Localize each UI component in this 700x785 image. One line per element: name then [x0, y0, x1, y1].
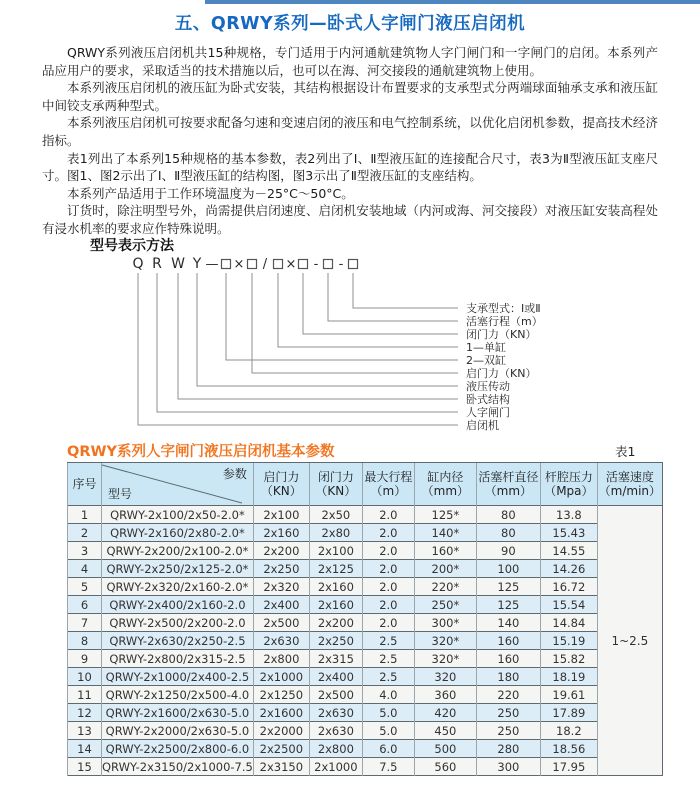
value-cell: 2.5 — [362, 668, 414, 686]
seq-cell: 3 — [68, 542, 102, 560]
value-cell: 16.72 — [540, 578, 597, 596]
value-cell: 15.19 — [540, 632, 597, 650]
placeholder-box — [248, 260, 257, 269]
table-row — [68, 506, 663, 524]
diagram-label: 1—单缸 — [466, 341, 506, 354]
value-cell: 2x1000 — [309, 758, 362, 776]
value-cell: 2x80 — [309, 524, 362, 542]
table-row — [68, 686, 663, 704]
top-decor-strip — [205, 0, 700, 4]
basic-params-table — [67, 462, 663, 776]
placeholder-box — [274, 260, 283, 269]
header-model-label: 型号 — [108, 487, 133, 501]
value-cell: 2x160 — [309, 578, 362, 596]
diagram-label: 卧式结构 — [466, 393, 510, 406]
diagram-label: 液压传动 — [466, 380, 510, 393]
model-cell: QRWY-2x800/2x315-2.5 — [102, 650, 254, 668]
value-cell: 2x125 — [309, 560, 362, 578]
model-cell: QRWY-2x400/2x160-2.0 — [102, 596, 254, 614]
table-header-row — [68, 463, 663, 506]
value-cell: 2.0 — [362, 578, 414, 596]
value-cell: 100 — [476, 560, 540, 578]
value-cell: 2x250 — [309, 632, 362, 650]
seq-cell: 8 — [68, 632, 102, 650]
value-cell: 320* — [414, 650, 476, 668]
value-cell: 2x800 — [253, 650, 309, 668]
model-cell: QRWY-2x200/2x100-2.0* — [102, 542, 254, 560]
diagram-leader-line — [328, 273, 458, 321]
diagram-label: 启闭机 — [466, 419, 499, 432]
value-cell: 2.0 — [362, 614, 414, 632]
table-row — [68, 596, 663, 614]
diagram-label: 2—双缸 — [466, 354, 506, 367]
seq-cell: 12 — [68, 704, 102, 722]
table-row — [68, 578, 663, 596]
value-cell: 2x50 — [309, 506, 362, 524]
value-cell: 2x2500 — [253, 740, 309, 758]
seq-cell: 5 — [68, 578, 102, 596]
table-row — [68, 704, 663, 722]
value-cell: 125* — [414, 506, 476, 524]
value-cell: 6.0 — [362, 740, 414, 758]
value-cell: 160 — [476, 632, 540, 650]
value-cell: 2x800 — [309, 740, 362, 758]
seq-cell: 4 — [68, 560, 102, 578]
value-cell: 7.5 — [362, 758, 414, 776]
model-cell: QRWY-2x1250/2x500-4.0 — [102, 686, 254, 704]
model-code-diagram — [60, 245, 660, 440]
model-cell: QRWY-2x320/2x160-2.0* — [102, 578, 254, 596]
table-row — [68, 758, 663, 776]
piston-speed-cell: 1~2.5 — [597, 506, 662, 776]
header-bore: 缸内径 （mm） — [414, 463, 476, 506]
diagram-label: 闭门力（KN） — [466, 328, 537, 341]
value-cell: 250 — [476, 704, 540, 722]
model-cell: QRWY-2x160/2x80-2.0* — [102, 524, 254, 542]
value-cell: 5.0 — [362, 704, 414, 722]
value-cell: 2x160 — [309, 596, 362, 614]
placeholder-box — [222, 260, 231, 269]
formula-char: R — [152, 256, 162, 272]
value-cell: 2.0 — [362, 506, 414, 524]
value-cell: 80 — [476, 524, 540, 542]
value-cell: 220* — [414, 578, 476, 596]
value-cell: 2x320 — [253, 578, 309, 596]
model-cell: QRWY-2x500/2x200-2.0 — [102, 614, 254, 632]
value-cell: 14.26 — [540, 560, 597, 578]
value-cell: 2x250 — [253, 560, 309, 578]
value-cell: 300 — [476, 758, 540, 776]
model-method-heading: 型号表示方法 — [90, 238, 174, 254]
diagram-label: 启门力（KN） — [466, 367, 537, 380]
value-cell: 200* — [414, 560, 476, 578]
value-cell: 2x630 — [253, 632, 309, 650]
value-cell: 320* — [414, 632, 476, 650]
value-cell: 15.82 — [540, 650, 597, 668]
value-cell: 2x400 — [253, 596, 309, 614]
seq-cell: 11 — [68, 686, 102, 704]
value-cell: 5.0 — [362, 722, 414, 740]
value-cell: 250* — [414, 596, 476, 614]
value-cell: 2x200 — [253, 542, 309, 560]
table-row — [68, 740, 663, 758]
value-cell: 2.0 — [362, 560, 414, 578]
header-max-stroke: 最大行程 （m） — [362, 463, 414, 506]
paragraph: 订货时，除注明型号外，尚需提供启闭速度、启闭机安装地域（内河或海、河交接段）对液压缸安装高程处有浸水机率的要求应作特殊说明。 — [42, 203, 658, 236]
value-cell: 125 — [476, 596, 540, 614]
value-cell: 140* — [414, 524, 476, 542]
diagram-label: 支承型式：Ⅰ或Ⅱ — [466, 302, 541, 315]
value-cell: 18.19 — [540, 668, 597, 686]
value-cell: 19.61 — [540, 686, 597, 704]
model-cell: QRWY-2x630/2x250-2.5 — [102, 632, 254, 650]
value-cell: 90 — [476, 542, 540, 560]
value-cell: 420 — [414, 704, 476, 722]
table-row — [68, 668, 663, 686]
formula-char: × — [285, 257, 297, 272]
value-cell: 13.8 — [540, 506, 597, 524]
model-cell: QRWY-2x100/2x50-2.0* — [102, 506, 254, 524]
model-cell: QRWY-2x2500/2x800-6.0 — [102, 740, 254, 758]
seq-cell: 7 — [68, 614, 102, 632]
table-row — [68, 650, 663, 668]
value-cell: 2.0 — [362, 524, 414, 542]
value-cell: 2x630 — [309, 722, 362, 740]
table-row — [68, 542, 663, 560]
intro-paragraphs — [42, 44, 658, 238]
model-cell: QRWY-2x250/2x125-2.0* — [102, 560, 254, 578]
seq-cell: 15 — [68, 758, 102, 776]
diagram-leader-line — [178, 273, 458, 399]
header-model-param — [102, 463, 254, 506]
value-cell: 250 — [476, 722, 540, 740]
basic-params-heading: QRWY系列人字闸门液压启闭机基本参数 — [67, 444, 335, 460]
seq-cell: 2 — [68, 524, 102, 542]
value-cell: 2x500 — [253, 614, 309, 632]
seq-cell: 9 — [68, 650, 102, 668]
diagram-label: 活塞行程（m） — [466, 315, 543, 328]
value-cell: 280 — [476, 740, 540, 758]
value-cell: 2x200 — [309, 614, 362, 632]
value-cell: 2x1250 — [253, 686, 309, 704]
paragraph: 本系列液压启闭机可按要求配备匀速和变速启闭的液压和电气控制系统，以优化启闭机参数，提高技术经济指标。 — [42, 115, 658, 148]
value-cell: 125 — [476, 578, 540, 596]
table-row — [68, 560, 663, 578]
diagram-leader-line — [157, 273, 458, 412]
value-cell: 2x500 — [309, 686, 362, 704]
value-cell: 140 — [476, 614, 540, 632]
seq-cell: 10 — [68, 668, 102, 686]
table-row — [68, 632, 663, 650]
paragraph: 本系列液压启闭机的液压缸为卧式安装，其结构根据设计布置要求的支承型式分两端球面轴承支承和液压缸中间铰支承两种型式。 — [42, 80, 658, 113]
value-cell: 560 — [414, 758, 476, 776]
value-cell: 360 — [414, 686, 476, 704]
value-cell: 2.0 — [362, 596, 414, 614]
value-cell: 300* — [414, 614, 476, 632]
value-cell: 14.55 — [540, 542, 597, 560]
formula-char: - — [313, 257, 319, 272]
diagram-label: 人字闸门 — [466, 406, 510, 419]
seq-cell: 6 — [68, 596, 102, 614]
value-cell: 2x100 — [309, 542, 362, 560]
table-row — [68, 722, 663, 740]
formula-char: / — [262, 257, 268, 272]
value-cell: 4.0 — [362, 686, 414, 704]
value-cell: 2x2000 — [253, 722, 309, 740]
model-cell: QRWY-2x3150/2x1000-7.5 — [102, 759, 253, 774]
value-cell: 180 — [476, 668, 540, 686]
value-cell: 500 — [414, 740, 476, 758]
value-cell: 17.89 — [540, 704, 597, 722]
header-open-force: 启门力 （KN） — [253, 463, 309, 506]
basic-params-tbody — [68, 506, 663, 776]
placeholder-box — [299, 260, 308, 269]
diagram-leader-line — [252, 273, 458, 373]
formula-char: Q — [132, 256, 144, 272]
value-cell: 15.43 — [540, 524, 597, 542]
seq-cell: 13 — [68, 722, 102, 740]
header-param-label: 参数 — [222, 467, 247, 481]
formula-char: — — [205, 257, 219, 272]
value-cell: 450 — [414, 722, 476, 740]
value-cell: 320 — [414, 668, 476, 686]
placeholder-box — [324, 260, 333, 269]
value-cell: 18.2 — [540, 722, 597, 740]
model-cell: QRWY-2x1600/2x630-5.0 — [102, 704, 254, 722]
header-rod-diameter: 活塞杆直径 （mm） — [476, 463, 540, 506]
value-cell: 17.95 — [540, 758, 597, 776]
diagram-leader-line — [278, 273, 458, 347]
header-seq: 序号 — [68, 463, 102, 506]
formula-char: W — [171, 256, 185, 272]
value-cell: 2x160 — [253, 524, 309, 542]
table-row — [68, 524, 663, 542]
table-row — [68, 614, 663, 632]
model-cell: QRWY-2x2000/2x630-5.0 — [102, 722, 254, 740]
model-cell: QRWY-2x1000/2x400-2.5 — [102, 668, 254, 686]
diagram-leader-line — [138, 273, 458, 425]
value-cell: 80 — [476, 506, 540, 524]
paragraph: 本系列产品适用于工作环境温度为－25°C～50°C。 — [67, 185, 354, 201]
table-number-tag: 表1 — [615, 444, 636, 459]
diagram-leader-line — [353, 273, 458, 308]
value-cell: 2x630 — [309, 704, 362, 722]
value-cell: 2x100 — [253, 506, 309, 524]
page-title: 五、QRWY系列—卧式人字闸门液压启闭机 — [174, 14, 526, 34]
paragraph: QRWY系列液压启闭机共15种规格，专门适用于内河通航建筑物人字门闸门和一字闸门的启闭。本系列产品应用户的要求，采取适当的技术措施以后，也可以在海、河交接段的通航建筑物上使用。 — [42, 45, 658, 78]
value-cell: 15.54 — [540, 596, 597, 614]
paragraph: 表1列出了本系列15种规格的基本参数，表2列出了Ⅰ、Ⅱ型液压缸的连接配合尺寸，表3为Ⅱ型液压缸支座尺寸。图1、图2示出了Ⅰ、Ⅱ型液压缸的结构图，图3示出了Ⅱ型液压缸的支座结构。 — [42, 150, 658, 184]
header-piston-speed: 活塞速度 （m/min） — [597, 463, 662, 506]
header-close-force: 闭门力 （KN） — [309, 463, 362, 506]
value-cell: 14.84 — [540, 614, 597, 632]
seq-cell: 1 — [68, 506, 102, 524]
value-cell: 160 — [476, 650, 540, 668]
formula-char: - — [338, 257, 344, 272]
diagram-leader-line — [303, 273, 458, 334]
value-cell: 2x1000 — [253, 668, 309, 686]
value-cell: 2.5 — [362, 650, 414, 668]
value-cell: 2x400 — [309, 668, 362, 686]
formula-char: × — [233, 257, 245, 272]
value-cell: 18.56 — [540, 740, 597, 758]
value-cell: 2.5 — [362, 632, 414, 650]
placeholder-box — [349, 260, 358, 269]
formula-char: Y — [192, 256, 202, 272]
value-cell: 2.0 — [362, 542, 414, 560]
value-cell: 2x1600 — [253, 704, 309, 722]
value-cell: 2x315 — [309, 650, 362, 668]
value-cell: 160* — [414, 542, 476, 560]
seq-cell: 14 — [68, 740, 102, 758]
value-cell: 2x3150 — [253, 758, 309, 776]
header-rod-pressure: 杆腔压力 （Mpa） — [540, 463, 597, 506]
value-cell: 220 — [476, 686, 540, 704]
